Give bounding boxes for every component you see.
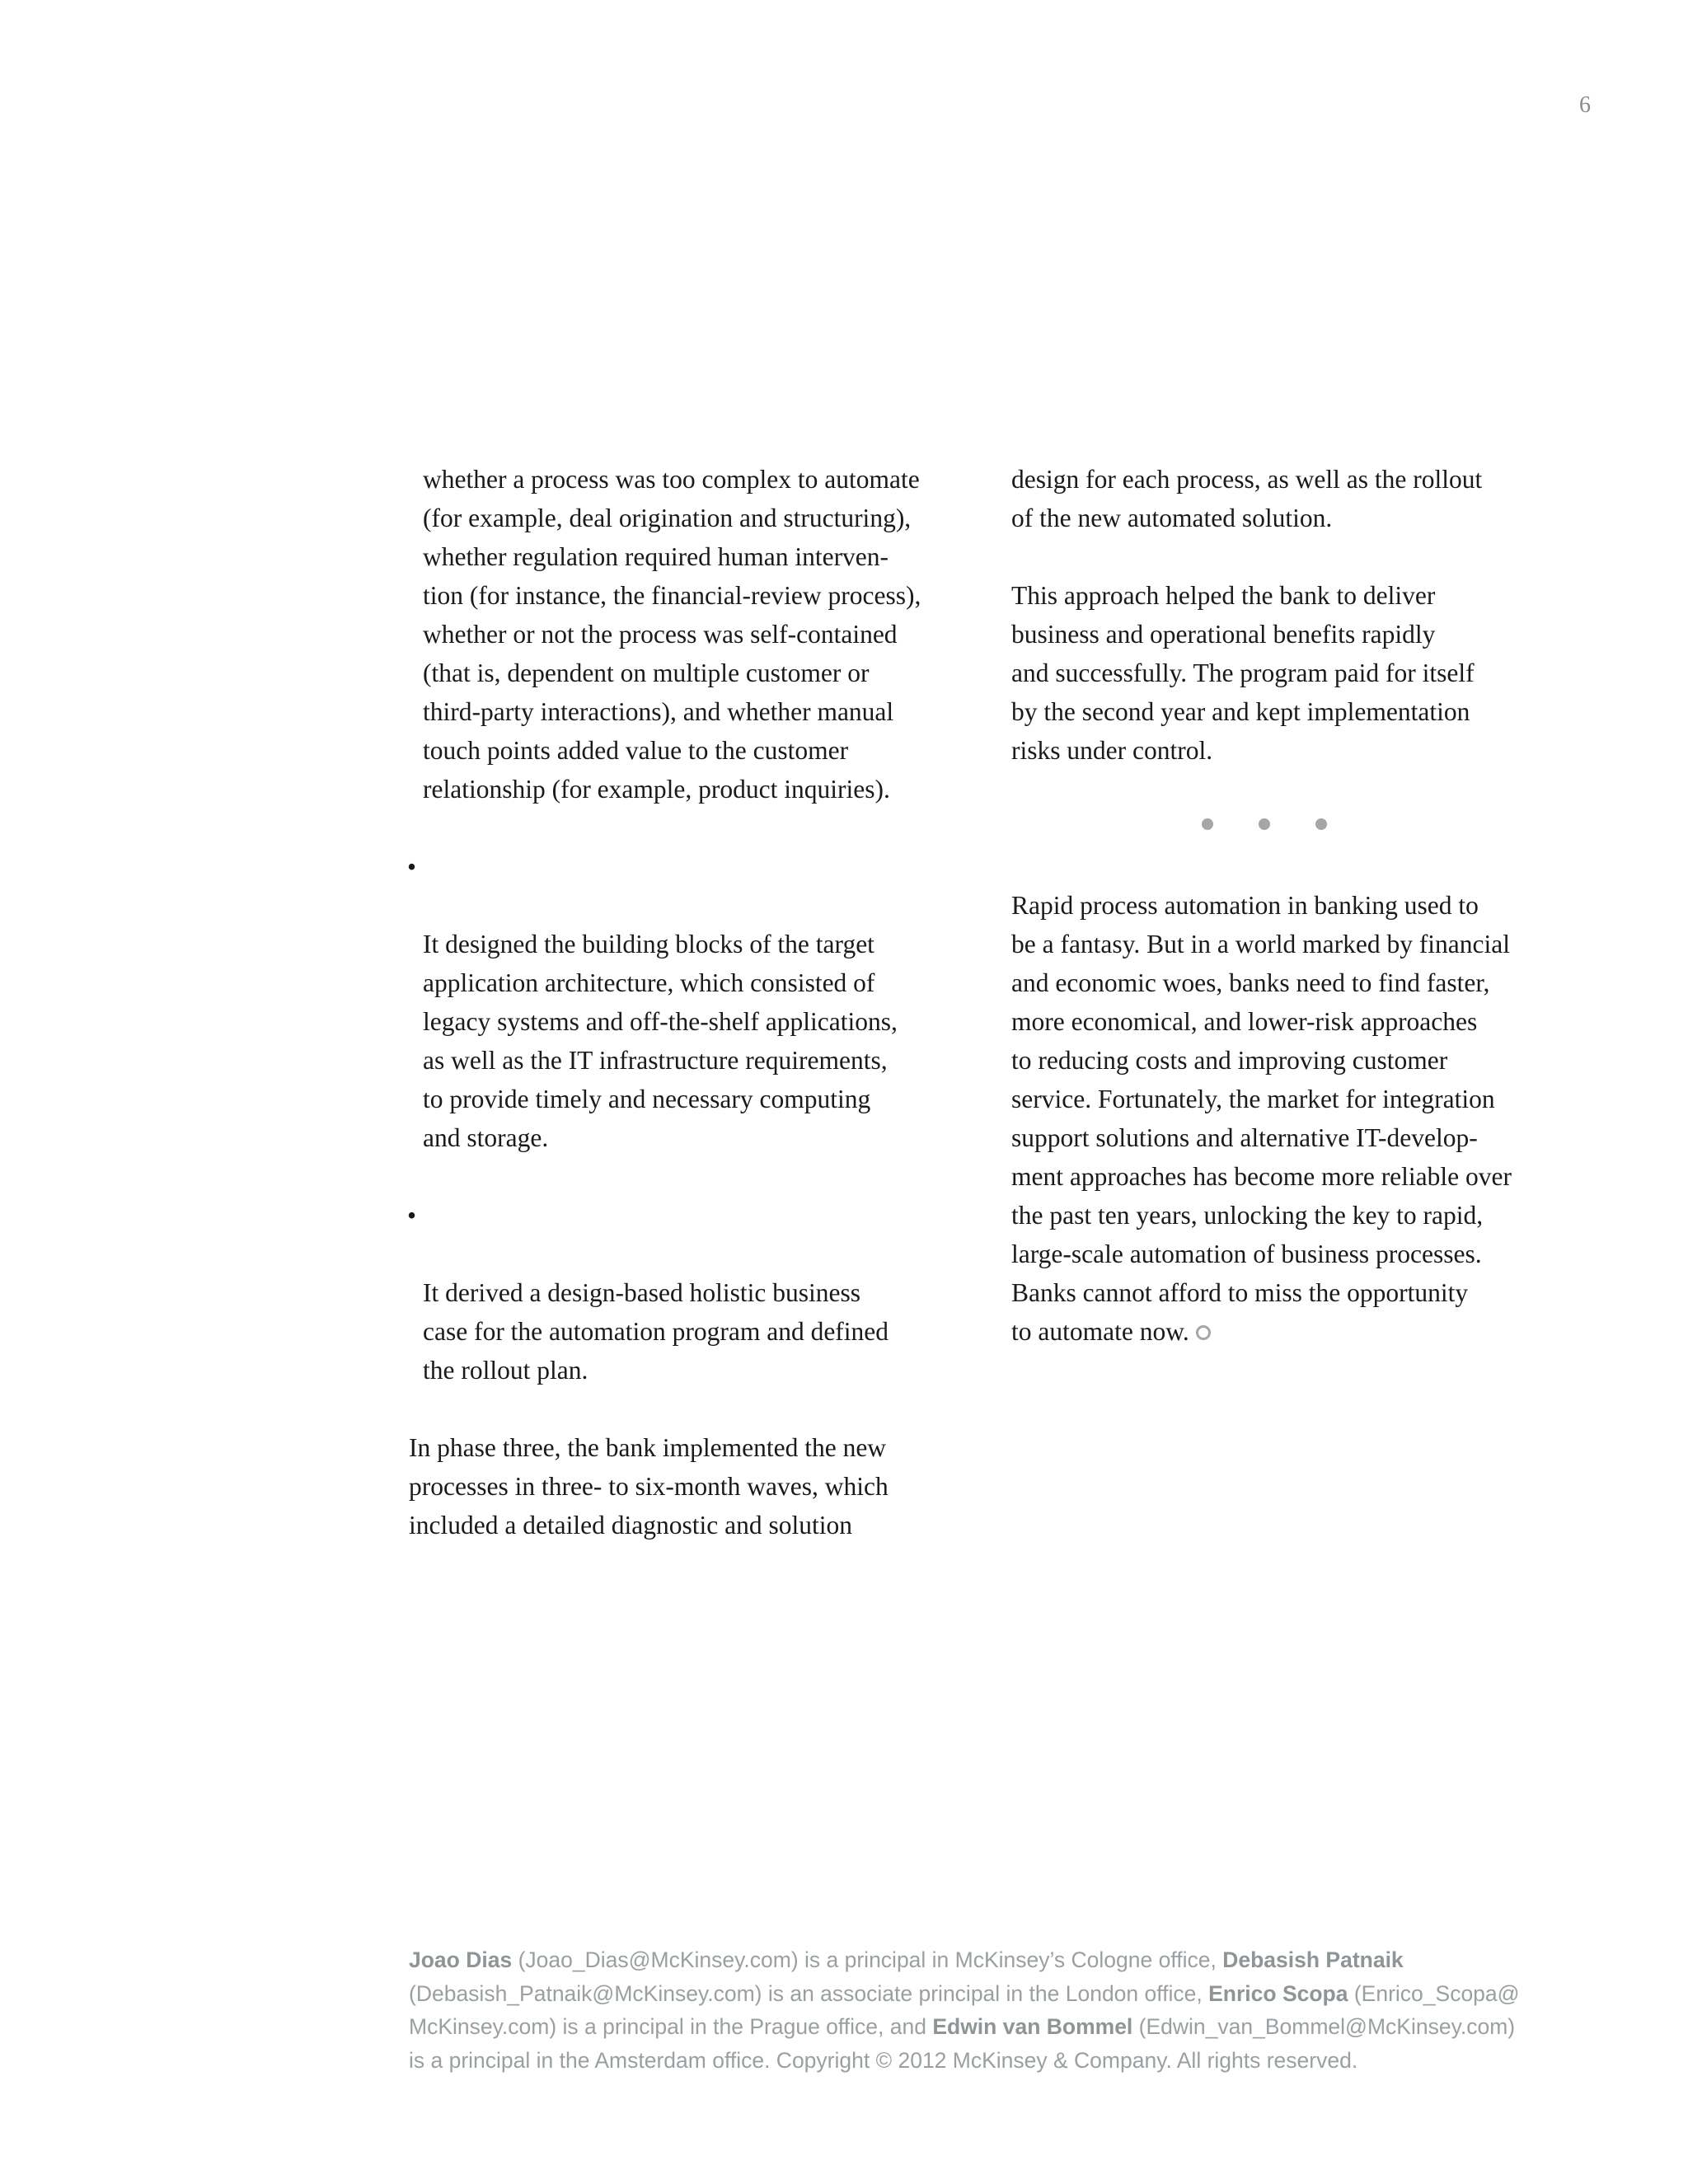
author-name: Edwin van Bommel (932, 2014, 1133, 2039)
bullet-text: It designed the building blocks of the target application architecture, which consisted of legacy systems and off-the-shelf applications, as well as the IT infrastructure requirements, to provide timely and necessary computing and storage. (423, 930, 898, 1152)
footer-line (409, 1977, 1563, 2011)
author-bio-text: (Debasish_Patnaik@McKinsey.com) is an associate principal in the London office, (409, 1980, 1209, 2006)
left-column (409, 460, 969, 1583)
footer-line (409, 2044, 1563, 2078)
bullet-mark: • (407, 1201, 417, 1230)
approach-paragraph: This approach helped the bank to deliver business and operational benefits rapidly and successfully. The program paid for itself by the second year and kept implementation risks under control. (1011, 581, 1475, 765)
author-name: Enrico Scopa (1208, 1980, 1348, 2006)
bullet-mark: • (407, 852, 417, 881)
author-bio-text: (Enrico_Scopa@ (1348, 1980, 1520, 2006)
bullet-item (409, 847, 969, 1157)
conclusion-text: Rapid process automation in banking used to be a fantasy. But in a world marked by financial and economic woes, banks need to find faster, more economical, and lower-risk approaches to reducing costs and improving customer service. Fortunately, the market for integration support solutions and alternative IT-develop- ment approaches has become more reliable over the past ten years, unlocking the key to rapid, large-scale automation of business processes. Banks cannot afford to miss the opportunity to automate now. (1011, 891, 1512, 1346)
author-bio-text: (Edwin_van_Bommel@McKinsey.com) (1132, 2014, 1516, 2039)
conclusion-paragraph (1011, 886, 1572, 1351)
author-bio-text: McKinsey.com) is a principal in the Prague office, and (409, 2014, 933, 2039)
footer-line (409, 2010, 1563, 2044)
right-column (1011, 460, 1572, 1390)
divider-dot (1259, 818, 1270, 830)
copyright-text: is a principal in the Amsterdam office. Copyright © 2012 McKinsey & Company. All rights reserved. (409, 2047, 1358, 2073)
divider-dot (1202, 818, 1213, 830)
bullet-text: It derived a design-based holistic business case for the automation program and defined the rollout plan. (423, 1278, 889, 1385)
end-mark-icon (1196, 1325, 1211, 1340)
bullet-item (409, 1196, 969, 1390)
footer-line (409, 1943, 1563, 1977)
section-divider (1011, 808, 1572, 847)
author-name: Joao Dias (409, 1947, 513, 1972)
bullet-continuation: whether a process was too complex to automate (for example, deal origination and structuring), whether regulation required human interven- tion (for instance, the financial-review process), whether or not the process was self-contained (that is, dependent on multiple customer or third-party interactions), and whether manual touch points added value to the customer relationship (for example, product inquiries). (423, 465, 921, 804)
author-bio-text: (Joao_Dias@McKinsey.com) is a principal in McKinsey’s Cologne office, (512, 1947, 1223, 1972)
page-number: 6 (1579, 92, 1591, 118)
author-name: Debasish Patnaik (1222, 1947, 1404, 1972)
author-bio (409, 1943, 1563, 2077)
continuation-paragraph: design for each process, as well as the rollout of the new automated solution. (1011, 465, 1483, 532)
phase-three-paragraph: In phase three, the bank implemented the new processes in three- to six-month waves, which included a detailed diagnostic and solution (409, 1433, 889, 1540)
divider-dot (1315, 818, 1327, 830)
